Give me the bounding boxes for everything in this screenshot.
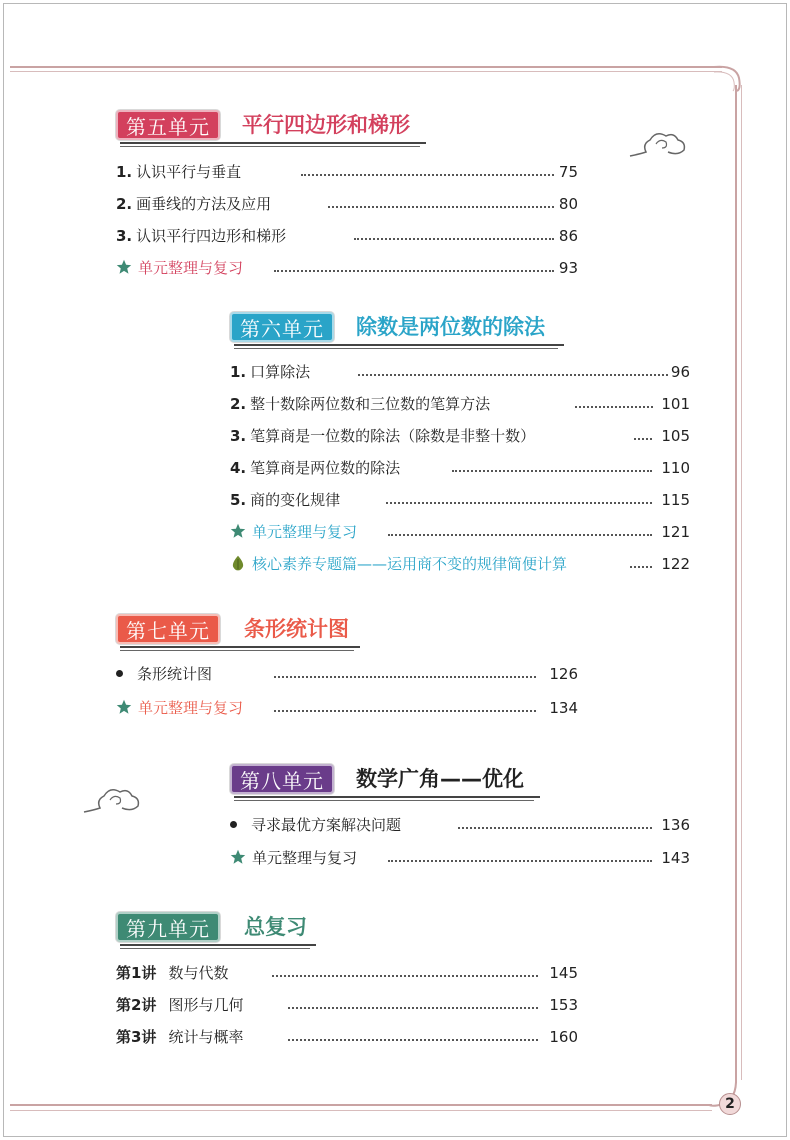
- entry-number: 2.: [230, 395, 247, 413]
- entry-page: 153: [549, 996, 578, 1014]
- dot-leader: [288, 1007, 538, 1009]
- unit-underline-thin: [120, 650, 354, 651]
- entry-label: 口算除法: [250, 363, 311, 381]
- entry-page: 101: [661, 395, 690, 413]
- dot-leader: [630, 566, 652, 568]
- toc-entry[interactable]: [116, 662, 578, 686]
- entry-page: 145: [549, 964, 578, 982]
- page-number: 2: [719, 1093, 741, 1115]
- entry-page: 143: [661, 849, 690, 867]
- entry-label: 单元整理与复习: [138, 699, 244, 717]
- toc-entry[interactable]: [230, 392, 692, 416]
- entry-number: 3.: [230, 427, 247, 445]
- unit-underline: [120, 944, 316, 946]
- dot-leader: [274, 710, 536, 712]
- entry-page: 136: [661, 816, 690, 834]
- frame-line-top: [10, 66, 722, 68]
- leaf-icon: [230, 555, 246, 571]
- unit-title: 平行四边形和梯形: [242, 113, 410, 137]
- unit-title: 总复习: [244, 915, 307, 939]
- toc-entry[interactable]: [116, 1025, 578, 1049]
- toc-entry[interactable]: [230, 813, 692, 837]
- toc-entry-special[interactable]: [230, 552, 692, 576]
- frame-line-bottom: [10, 1104, 712, 1106]
- unit-underline: [120, 646, 360, 648]
- cloud-icon: [80, 780, 144, 816]
- entry-label: 核心素养专题篇——运用商不变的规律简便计算: [252, 555, 568, 573]
- bullet-icon: [230, 821, 237, 828]
- toc-entry[interactable]: [230, 424, 692, 448]
- dot-leader: [301, 174, 554, 176]
- star-icon: [230, 849, 246, 865]
- dot-leader: [386, 502, 652, 504]
- lecture-number: 第1讲: [116, 964, 157, 982]
- dot-leader: [328, 206, 554, 208]
- frame-line-bottom-inner: [10, 1110, 712, 1111]
- star-icon: [230, 523, 246, 539]
- entry-page: 122: [661, 555, 690, 573]
- toc-entry[interactable]: [116, 961, 578, 985]
- dot-leader: [388, 534, 652, 536]
- entry-page: 121: [661, 523, 690, 541]
- entry-label: 寻求最优方案解决问题: [251, 816, 402, 834]
- frame-corner-curl-icon: [712, 62, 744, 92]
- unit-7-header: [116, 612, 586, 648]
- entry-label: 画垂线的方法及应用: [136, 195, 272, 213]
- unit-title: 除数是两位数的除法: [356, 315, 545, 339]
- unit-underline-thin: [120, 948, 310, 949]
- dot-leader: [288, 1039, 538, 1041]
- entry-label: 单元整理与复习: [252, 849, 358, 867]
- toc-entry[interactable]: [116, 192, 578, 216]
- toc-entry-review[interactable]: [230, 520, 692, 544]
- lecture-number: 第2讲: [116, 996, 157, 1014]
- entry-page: 93: [558, 259, 578, 277]
- entry-page: 115: [661, 491, 690, 509]
- unit-title: 数学广角——优化: [356, 767, 524, 791]
- unit-badge: 第五单元: [116, 110, 220, 140]
- entry-number: 2.: [116, 195, 133, 213]
- entry-number: 5.: [230, 491, 247, 509]
- entry-number: 3.: [116, 227, 133, 245]
- dot-leader: [272, 975, 538, 977]
- lecture-number: 第3讲: [116, 1028, 157, 1046]
- toc-entry[interactable]: [116, 160, 578, 184]
- entry-page: 86: [558, 227, 578, 245]
- frame-line-right: [735, 85, 737, 1080]
- unit-title: 条形统计图: [244, 617, 349, 641]
- entry-page: 160: [549, 1028, 578, 1046]
- unit-badge: 第六单元: [230, 312, 334, 342]
- entry-page: 134: [549, 699, 578, 717]
- unit-9-header: [116, 910, 586, 946]
- star-icon: [116, 699, 132, 715]
- toc-entry[interactable]: [116, 224, 578, 248]
- toc-entry[interactable]: [230, 360, 692, 384]
- entry-label: 单元整理与复习: [252, 523, 358, 541]
- toc-entry[interactable]: [116, 993, 578, 1017]
- dot-leader: [458, 827, 652, 829]
- entry-label: 图形与几何: [168, 996, 244, 1014]
- unit-8-section: [230, 762, 700, 882]
- entry-page: 75: [558, 163, 578, 181]
- entry-number: 1.: [116, 163, 133, 181]
- unit-badge: 第八单元: [230, 764, 334, 794]
- entry-page: 96: [670, 363, 690, 381]
- entry-label: 认识平行四边形和梯形: [136, 227, 287, 245]
- entry-label: 整十数除两位数和三位数的笔算方法: [250, 395, 491, 413]
- toc-entry-review[interactable]: [230, 846, 692, 870]
- entry-label: 单元整理与复习: [138, 259, 244, 277]
- star-icon: [116, 259, 132, 275]
- unit-6-section: [230, 310, 700, 580]
- unit-badge: 第七单元: [116, 614, 220, 644]
- bullet-icon: [116, 670, 123, 677]
- cloud-icon: [628, 126, 688, 160]
- unit-underline-thin: [120, 146, 420, 147]
- unit-5-section: [116, 108, 716, 288]
- entry-number: 4.: [230, 459, 247, 477]
- dot-leader: [354, 238, 554, 240]
- unit-9-section: [116, 910, 586, 1060]
- entry-label: 统计与概率: [168, 1028, 244, 1046]
- dot-leader: [274, 676, 536, 678]
- unit-8-header: [230, 762, 700, 798]
- unit-7-section: [116, 612, 586, 722]
- entry-label: 笔算商是两位数的除法: [250, 459, 401, 477]
- dot-leader: [388, 860, 652, 862]
- entry-label: 笔算商是一位数的除法（除数是非整十数）: [250, 427, 536, 445]
- unit-underline: [234, 796, 540, 798]
- entry-page: 126: [549, 665, 578, 683]
- entry-number: 1.: [230, 363, 247, 381]
- frame-line-top-inner: [10, 71, 722, 72]
- unit-underline-thin: [234, 348, 558, 349]
- unit-underline: [234, 344, 564, 346]
- unit-underline: [120, 142, 426, 144]
- entry-label: 条形统计图: [137, 665, 213, 683]
- entry-label: 认识平行与垂直: [136, 163, 242, 181]
- entry-page: 105: [661, 427, 690, 445]
- entry-page: 110: [661, 459, 690, 477]
- dot-leader: [358, 374, 668, 376]
- toc-entry[interactable]: [230, 488, 692, 512]
- dot-leader: [274, 270, 554, 272]
- toc-entry[interactable]: [230, 456, 692, 480]
- unit-5-header: [116, 108, 716, 144]
- dot-leader: [452, 470, 652, 472]
- unit-6-header: [230, 310, 700, 346]
- entry-label: 数与代数: [168, 964, 229, 982]
- toc-entry-review[interactable]: [116, 696, 578, 720]
- dot-leader: [634, 438, 652, 440]
- unit-badge: 第九单元: [116, 912, 220, 942]
- entry-label: 商的变化规律: [250, 491, 341, 509]
- entry-page: 80: [558, 195, 578, 213]
- unit-underline-thin: [234, 800, 534, 801]
- frame-line-right-inner: [741, 85, 742, 1080]
- dot-leader: [575, 406, 653, 408]
- toc-entry-review[interactable]: [116, 256, 578, 280]
